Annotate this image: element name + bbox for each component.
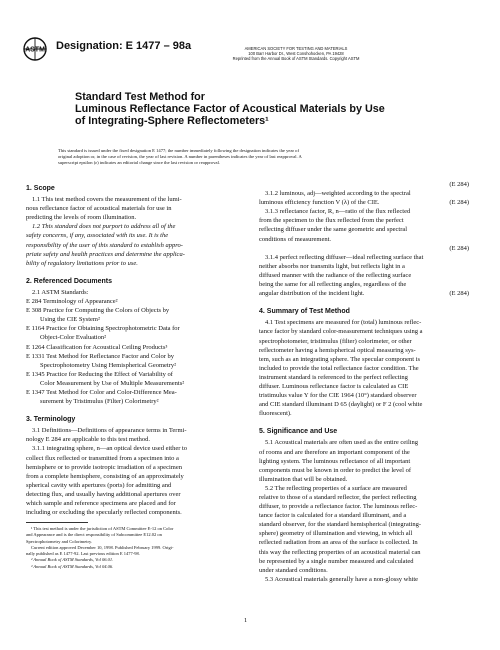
text-line: nology E 284 are applicable to this test method. [26,436,151,444]
text-line: bility of regulatory limitations prior to use. [26,259,138,267]
text-line: diffuser, to provide a reflectance factor. The luminous reflec- [259,503,418,511]
text-line: angular distribution of the incident light. [259,290,365,298]
reference-item: E 308 Practice for Computing the Colors of Objects by [26,307,170,315]
text-line: components must be known in order to predict the level of [259,466,411,474]
reference-item: E 1347 Test Method for Color and Color-Difference Mea- [26,388,177,396]
text-line: under standard conditions. [259,566,328,574]
text-line: be represented by a single number measured and calculated [259,557,414,565]
reference-item: Color Measurement by Use of Multiple Measurements² [40,379,185,387]
section-heading-terminology: 3. Terminology [26,416,76,424]
section-heading-scope: 1. Scope [26,185,55,192]
text-line: 5.2 The reflecting properties of a surface are measured [265,484,407,492]
text-line: 5.1 Acoustical materials are often used as the entire ceiling [265,439,419,447]
text-line: from the specimen to the flux reflected from the perfect [259,217,404,225]
reference-item: E 284 Terminology of Appearance² [26,298,118,306]
text-line: diffused manner with the radiance of the reflecting surface [259,271,412,279]
text-line: tem, such as an integrating sphere. The specular component is [259,355,421,363]
reference-item: E 1331 Test Method for Reflectance Factor and Color by [26,352,174,360]
footnote-line: ² Annual Book of ASTM Standards, Vol 06.01. [31,557,114,563]
footnote-line: and Appearance and is the direct responsibility of Subcommittee E12.02 on [26,532,162,538]
text-line: 2.1 ASTM Standards: [32,288,89,296]
section-heading-referenced-documents: 2. Referenced Documents [26,277,112,285]
text-line: 1.1 This test method covers the measurement of the lumi- [32,196,182,204]
publisher-line: AMERICAN SOCIETY FOR TESTING AND MATERIALS [244,46,348,51]
text-line: fluorescent). [259,410,292,418]
left-column [26,180,236,517]
text-line: spherical cavity with apertures (ports) for admitting and [26,481,172,489]
publisher-line: Reprinted from the Annual Book of ASTM Standards. Copyright ASTM [232,56,360,62]
text-line: conditions of measurement. [259,235,332,243]
text-line: responsibility of the user of this standard to establish appro- [26,241,183,249]
text-line: reflecting diffuser under the same geometric and spectral [259,226,408,234]
text-line: safety concerns, if any, associated with its use. It is the [26,232,169,240]
text-line: neither absorbs nor transmits light, but reflects light in a [259,262,405,270]
reference-item: Using the CIE System² [40,316,100,324]
right-column [259,180,469,584]
publisher-line: 100 Barr Harbor Dr., West Conshohocken, PA 19428 [248,51,344,57]
section-heading-significance: 5. Significance and Use [259,428,338,436]
term-reference: (E 284) [449,290,469,298]
footnote-line: Current edition approved December 10, 1998. Published February 1999. Origi- [31,544,174,550]
text-line: 3.1.4 perfect reflecting diffuser—ideal reflecting surface that [265,253,424,261]
text-line: reflected radiation from an area of the surface is collected. In [259,539,418,547]
text-line: illumination that will be obtained. [259,475,348,483]
reference-item: E 1164 Practice for Obtaining Spectrophotometric Data for [26,325,180,333]
reference-item: surement by Tristimulus (Filter) Colorimetry² [40,398,159,406]
term-reference: (E 284) [449,244,469,252]
note-line: This standard is issued under the fixed designation E 1477; the number immediately following the designation indicates the year of [58,148,299,153]
text-line: instrument standard is referenced to the perfect reflecting [259,373,408,381]
text-line: of rooms and are therefore an important component of the [259,448,410,456]
footnotes [26,526,238,570]
page-number: 1 [244,617,248,624]
title-standard-label: Standard Test Method for [75,91,205,103]
reference-item: Spectrophotometry Using Hemispherical Geometry² [40,361,177,369]
term-reference: (E 284) [449,181,469,188]
text-line: collect flux reflected or transmitted from a specimen into a [26,454,179,462]
text-line: 3.1 Definitions—Definitions of appearance terms in Termi- [32,427,187,435]
title-line: Luminous Reflectance Factor of Acoustical Materials by Use [75,103,385,115]
text-line-with-ref [259,198,469,207]
text-line: 1.2 This standard does not purport to address all of the [32,223,176,231]
text-line: tristimulus value Y for the CIE 1964 (10°) standard observer [259,392,417,400]
footnote-line: Spectrophotometry and Colorimetry. [26,538,93,544]
text-line: tance factor by standard color-measurement techniques using a [259,328,423,336]
text-line: tance factor is calculated for a standard illuminant, and a [259,512,407,520]
text-line: sphere) geometry of illumination and viewing, in which all [259,530,413,538]
document-title [75,91,385,127]
text-line: reflectometer having a hemispherical optical measuring sys- [259,346,416,354]
publisher-block [176,46,416,62]
text-line-with-ref [259,289,469,298]
text-line: hemisphere or to provide isotropic irradiation of a specimen [26,463,182,471]
reference-item: E 1345 Practice for Reducing the Effect of Variability of [26,370,173,378]
footnote-line: ³ Annual Book of ASTM Standards, Vol 04.06. [31,563,114,569]
text-line: lighting system. The luminous reflectance of all important [259,457,411,465]
text-line: relative to those of a standard reflector, the perfect reflecting [259,494,417,501]
text-line: from a complete hemisphere, consisting of an approximately [26,472,184,480]
term-reference: (E 284) [449,199,469,207]
section-heading-summary: 4. Summary of Test Method [259,308,350,316]
issuance-note [58,148,441,167]
text-line: standard observer, for the standard hemispherical (integrating- [259,521,421,529]
text-line: 4.1 Test specimens are measured for (total) luminous reflec- [265,319,422,327]
text-line: 3.1.1 integrating sphere, n—an optical device used either to [32,445,188,453]
text-line: being the same for all reflecting angles, regardless of the [259,281,407,289]
text-line: and CIE standard illuminant D 65 (daylight) or F 2 (cool white [259,401,423,409]
text-line: this way the reflecting properties of an acoustical material can [259,548,421,556]
title-line: of Integrating-Sphere Reflectometers¹ [75,115,269,127]
designation: Designation: E 1477 – 98a [56,40,192,52]
note-line: superscript epsilon (ε) indicates an editorial change since the last revision or reapproval. [58,160,221,166]
text-line: predicting the levels of room illumination. [26,214,137,222]
footnote-line: ¹ This test method is under the jurisdiction of ASTM Committee E-12 on Color [31,526,174,531]
text-line: spectrophotometer, tristimulus (filter) colorimeter, or other [259,337,412,345]
text-line: 3.1.3 reflectance factor, R, n—ratio of the flux reflected [265,208,411,216]
footnote-line: nally published as E 1477-92. Last previous edition E 1477-98. [26,551,140,557]
text-line: diffuser. Luminous reflectance factor is calculated as CIE [259,382,409,390]
text-line: 5.3 Acoustical materials generally have a non-glossy white [265,575,419,583]
logo-text: ASTM [25,46,45,54]
text-line: nous reflectance factor of acoustical materials for use in [26,205,172,213]
text-line: including or excluding the specularly reflected components. [26,509,182,517]
text-line: detecting flux, and usually having additional apertures over [26,490,181,498]
astm-logo-icon [21,37,49,61]
text-line: priate safety and health practices and determine the applica- [26,250,185,258]
text-line: included to provide the total reflectance factor condition. The [259,364,419,372]
text-line: luminous efficiency function V (λ) of the CIE. [259,199,380,207]
text-line: which sample and reference specimens are placed and for [26,500,176,507]
text-line: 3.1.2 luminous, adj—weighted according to the spectral [265,190,411,198]
note-line: original adoption or, in the case of revision, the year of last revision. A number in parentheses indicates the year of last reapproval. A [58,154,302,160]
reference-item: E 1264 Classification for Acoustical Ceiling Products³ [26,343,168,351]
footnote-divider [26,522,88,523]
reference-item: Object-Color Evaluation² [40,334,107,342]
